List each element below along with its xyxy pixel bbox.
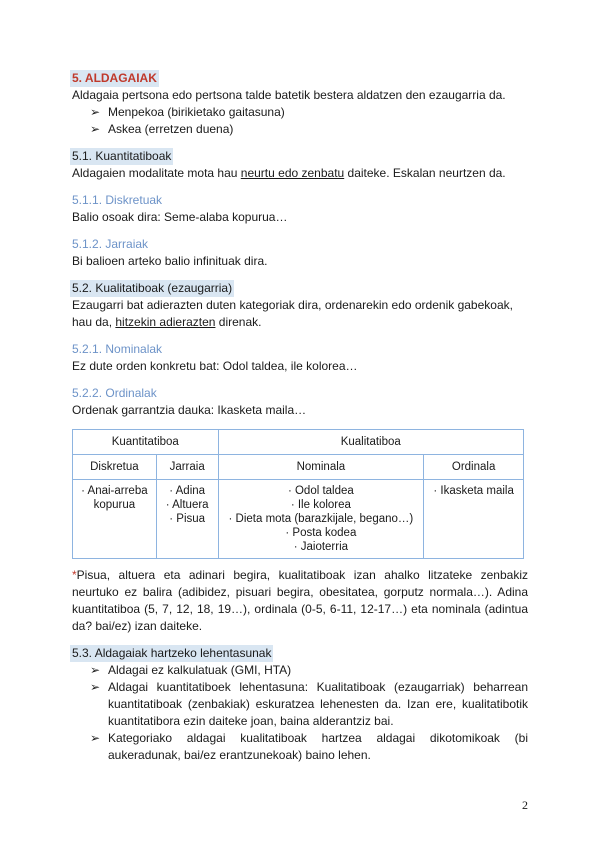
- section-5-2-2-title: 5.2.2. Ordinalak: [72, 386, 157, 400]
- table-row: [73, 480, 524, 559]
- section-5-1-1: [72, 192, 528, 226]
- section-5-title: 5. ALDAGAIAK: [72, 71, 157, 85]
- section-5-1: [72, 148, 528, 182]
- table-note: *Pisua, altuera eta adinari begira, kualitatiboak izan ahalko litzateke zenbakiz neurtuko ez balira (adibidez, pisuari begira, obesitatea, gorputz normala…). Adina kuantitatiboa (5, 7, 12, 18, 19…), ordinala (0-5, 6-11, 12-17…) eta nominala (adintua da? bai/ez) izan daiteke.: [72, 568, 528, 633]
- header-jarraia: Jarraia: [156, 455, 218, 480]
- section-5-2-1-text: Ez dute orden konkretu bat: Odol taldea, ile kolorea…: [72, 359, 358, 373]
- header-diskretua: Diskretua: [73, 455, 157, 480]
- section-5-3-title: 5.3. Aldagaiak hartzeko lehentasunak: [72, 646, 272, 660]
- section-5-2-2-text: Ordenak garrantzia dauka: Ikasketa maila…: [72, 403, 307, 417]
- cell-ordinala: · Ikasketa maila: [424, 480, 524, 559]
- section-5-1-text: Aldagaien modalitate mota hau neurtu edo zenbatu daiteke. Eskalan neurtzen da.: [72, 166, 506, 180]
- note-asterisk: *: [72, 568, 77, 582]
- section-5-1-1-title: 5.1.1. Diskretuak: [72, 193, 163, 207]
- section-5-intro: Aldagaia pertsona edo pertsona talde batetik bestera aldatzen den ezaugarria da.: [72, 88, 506, 102]
- header-kualitatiboa: Kualitatiboa: [218, 430, 523, 455]
- arrow-bullet-icon: ➢: [90, 105, 101, 119]
- header-ordinala: Ordinala: [424, 455, 524, 480]
- list-item: ➢ Aldagai kuantitatiboek lehentasuna: Kualitatiboak (ezaugarriak) beharrean kuantitatiboak (zenbakiak) eskuratzea lehenesten da. Izan ere, kualitatibotik kuantitatibora ezin daiteke joan, baina alderantziz bai.: [90, 680, 528, 728]
- arrow-bullet-icon: ➢: [90, 663, 101, 677]
- section-5-1-2-title: 5.1.2. Jarraiak: [72, 237, 149, 251]
- list-item: ➢ Kategoriako aldagai kualitatiboak hartzea aldagai dikotomikoak (bi aukeradunak, bai/ez erantzunekoak) baino lehen.: [90, 731, 528, 762]
- cell-diskretua: · Anai-arreba kopurua: [73, 480, 157, 559]
- section-5-2-title: 5.2. Kualitatiboak (ezaugarria): [72, 281, 233, 295]
- section-5-1-2-text: Bi balioen arteko balio infinituak dira.: [72, 254, 268, 268]
- document-page: [72, 70, 528, 764]
- arrow-bullet-icon: ➢: [90, 122, 101, 136]
- section-5: [72, 70, 528, 138]
- section-5-1-1-text: Balio osoak dira: Seme-alaba kopurua…: [72, 210, 288, 224]
- table-row: [73, 430, 524, 455]
- section-5-2-1: [72, 341, 528, 375]
- cell-jarraia: · Adina · Altuera · Pisua: [156, 480, 218, 559]
- list-item: ➢ Aldagai ez kalkulatuak (GMI, HTA): [90, 663, 292, 677]
- section-5-2: [72, 280, 528, 331]
- section-5-2-text: Ezaugarri bat adierazten duten kategoriak dira, ordenarekin edo ordenik gabekoak, hau da, hitzekin adierazten direnak.: [72, 298, 513, 329]
- section-5-1-title: 5.1. Kuantitatiboak: [72, 149, 172, 163]
- variables-table: [72, 429, 524, 559]
- header-nominala: Nominala: [218, 455, 424, 480]
- section-5-3-bullets: [72, 662, 528, 764]
- list-item: ➢ Menpekoa (birikietako gaitasuna): [90, 105, 285, 119]
- section-5-3: [72, 645, 528, 764]
- page-number: 2: [522, 798, 528, 812]
- section-5-2-2: [72, 385, 528, 419]
- list-item: ➢ Askea (erretzen duena): [90, 122, 234, 136]
- arrow-bullet-icon: ➢: [90, 680, 101, 694]
- section-5-bullets: [72, 104, 528, 138]
- arrow-bullet-icon: ➢: [90, 731, 101, 745]
- section-5-1-2: [72, 236, 528, 270]
- cell-nominala: · Odol taldea · Ile kolorea · Dieta mota (barazkijale, begano…) · Posta kodea · Jaioterria: [218, 480, 424, 559]
- section-5-2-1-title: 5.2.1. Nominalak: [72, 342, 163, 356]
- table-row: [73, 455, 524, 480]
- header-kuantitatiboa: Kuantitatiboa: [73, 430, 219, 455]
